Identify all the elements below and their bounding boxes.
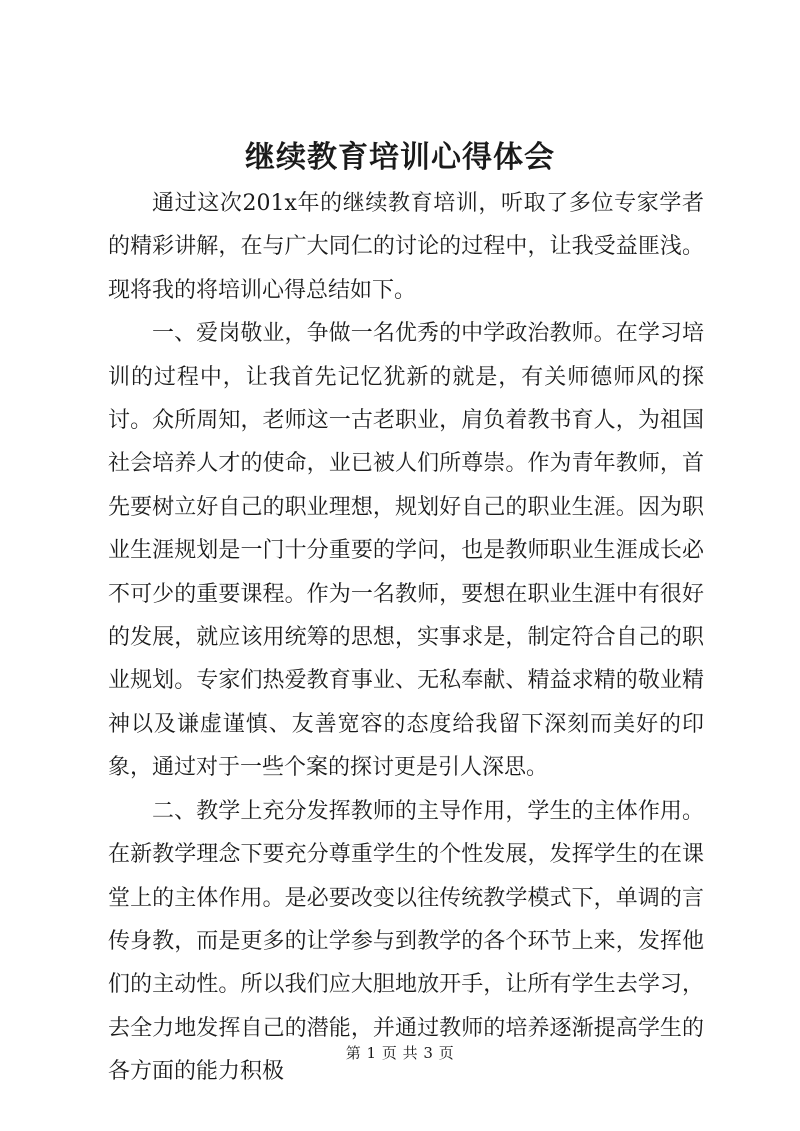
document-body — [108, 182, 704, 1094]
page-footer: 第 1 页 共 3 页 — [345, 1044, 455, 1062]
document-title: 继续教育培训心得体会 — [245, 140, 555, 175]
paragraph-point-one: 一、爱岗敬业，争做一名优秀的中学政治教师。在学习培训的过程中，让我首先记忆犹新的就是，有关师德师风的探讨。众所周知，老师这一古老职业，肩负着教书育人，为祖国社会培养人才的使命，业已被人们所尊崇。作为青年教师，首先要树立好自己的职业理想，规划好自己的职业生涯。因为职业生涯规划是一门十分重要的学问，也是教师职业生涯成长必不可少的重要课程。作为一名教师，要想在职业生涯中有很好的发展，就应该用统筹的思想，实事求是，制定符合自己的职业规划。专家们热爱教育事业、无私奉献、精益求精的敬业精神以及谦虚谨慎、友善宽容的态度给我留下深刻而美好的印象，通过对于一些个案的探讨更是引人深思。 — [108, 321, 704, 781]
paragraph-point-two: 二、教学上充分发挥教师的主导作用，学生的主体作用。在新教学理念下要充分尊重学生的个性发展，发挥学生的在课堂上的主体作用。是必要改变以往传统教学模式下，单调的言传身教，而是更多的让学参与到教学的各个环节上来，发挥他们的主动性。所以我们应大胆地放开手，让所有学生去学习，去全力地发挥自己的潜能，并通过教师的培养逐渐提高学生的各方面的能力积极 — [108, 798, 704, 1085]
paragraph-intro: 通过这次201x年的继续教育培训，听取了多位专家学者的精彩讲解，在与广大同仁的讨论的过程中，让我受益匪浅。现将我的将培训心得总结如下。 — [108, 191, 704, 303]
